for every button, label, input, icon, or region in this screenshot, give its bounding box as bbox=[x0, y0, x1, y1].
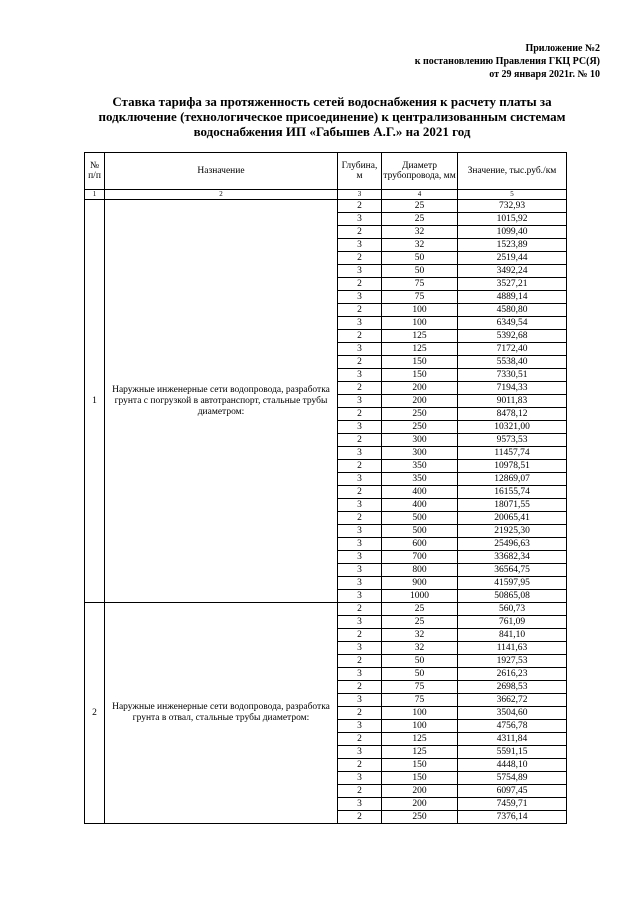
table-row bbox=[85, 603, 567, 616]
depth-cell: 2 bbox=[338, 304, 382, 317]
depth-cell: 3 bbox=[338, 590, 382, 603]
value-cell: 2698,53 bbox=[458, 681, 567, 694]
depth-cell: 3 bbox=[338, 577, 382, 590]
depth-cell: 3 bbox=[338, 239, 382, 252]
value-cell: 36564,75 bbox=[458, 564, 567, 577]
table-body bbox=[85, 200, 567, 824]
diameter-cell: 75 bbox=[382, 681, 458, 694]
depth-cell: 2 bbox=[338, 408, 382, 421]
value-cell: 9573,53 bbox=[458, 434, 567, 447]
diameter-cell: 250 bbox=[382, 811, 458, 824]
depth-cell: 2 bbox=[338, 759, 382, 772]
value-cell: 7459,71 bbox=[458, 798, 567, 811]
diameter-cell: 75 bbox=[382, 291, 458, 304]
diameter-cell: 600 bbox=[382, 538, 458, 551]
depth-cell: 3 bbox=[338, 616, 382, 629]
diameter-cell: 1000 bbox=[382, 590, 458, 603]
diameter-cell: 100 bbox=[382, 304, 458, 317]
diameter-cell: 125 bbox=[382, 330, 458, 343]
diameter-cell: 250 bbox=[382, 408, 458, 421]
column-number: 1 bbox=[85, 190, 105, 200]
depth-cell: 3 bbox=[338, 694, 382, 707]
depth-cell: 3 bbox=[338, 668, 382, 681]
value-cell: 732,93 bbox=[458, 200, 567, 213]
diameter-cell: 800 bbox=[382, 564, 458, 577]
value-cell: 7194,33 bbox=[458, 382, 567, 395]
depth-cell: 2 bbox=[338, 330, 382, 343]
diameter-cell: 32 bbox=[382, 226, 458, 239]
diameter-cell: 125 bbox=[382, 733, 458, 746]
value-cell: 9011,83 bbox=[458, 395, 567, 408]
diameter-cell: 150 bbox=[382, 369, 458, 382]
value-cell: 11457,74 bbox=[458, 447, 567, 460]
value-cell: 5591,15 bbox=[458, 746, 567, 759]
depth-cell: 2 bbox=[338, 681, 382, 694]
header-name: Назначение bbox=[105, 153, 338, 190]
group-description: Наружные инженерные сети водопровода, разработка грунта с погрузкой в автотранспорт, стальные трубы диаметром: bbox=[105, 200, 338, 603]
diameter-cell: 700 bbox=[382, 551, 458, 564]
title-line-2: подключение (технологическое присоединение) к централизованным системам bbox=[98, 109, 566, 124]
depth-cell: 2 bbox=[338, 252, 382, 265]
column-number: 3 bbox=[338, 190, 382, 200]
diameter-cell: 150 bbox=[382, 759, 458, 772]
diameter-cell: 50 bbox=[382, 655, 458, 668]
diameter-cell: 200 bbox=[382, 395, 458, 408]
diameter-cell: 200 bbox=[382, 382, 458, 395]
depth-cell: 3 bbox=[338, 343, 382, 356]
appendix-line-3: от 29 января 2021г. № 10 bbox=[489, 69, 600, 80]
depth-cell: 3 bbox=[338, 551, 382, 564]
depth-cell: 3 bbox=[338, 265, 382, 278]
document-title bbox=[84, 94, 580, 139]
diameter-cell: 100 bbox=[382, 707, 458, 720]
group-description: Наружные инженерные сети водопровода, разработка грунта в отвал, стальные трубы диаметром: bbox=[105, 603, 338, 824]
depth-cell: 3 bbox=[338, 564, 382, 577]
value-cell: 1015,92 bbox=[458, 213, 567, 226]
value-cell: 3662,72 bbox=[458, 694, 567, 707]
value-cell: 4311,84 bbox=[458, 733, 567, 746]
diameter-cell: 200 bbox=[382, 798, 458, 811]
depth-cell: 2 bbox=[338, 356, 382, 369]
depth-cell: 3 bbox=[338, 395, 382, 408]
value-cell: 560,73 bbox=[458, 603, 567, 616]
depth-cell: 3 bbox=[338, 538, 382, 551]
value-cell: 5392,68 bbox=[458, 330, 567, 343]
value-cell: 21925,30 bbox=[458, 525, 567, 538]
value-cell: 4580,80 bbox=[458, 304, 567, 317]
value-cell: 12869,07 bbox=[458, 473, 567, 486]
diameter-cell: 50 bbox=[382, 265, 458, 278]
depth-cell: 3 bbox=[338, 473, 382, 486]
depth-cell: 2 bbox=[338, 512, 382, 525]
appendix-line-1: Приложение №2 bbox=[525, 43, 600, 54]
diameter-cell: 500 bbox=[382, 512, 458, 525]
depth-cell: 2 bbox=[338, 486, 382, 499]
depth-cell: 3 bbox=[338, 525, 382, 538]
diameter-cell: 300 bbox=[382, 447, 458, 460]
depth-cell: 2 bbox=[338, 226, 382, 239]
header-num: № п/п bbox=[85, 153, 105, 190]
column-numbers-row bbox=[85, 190, 567, 200]
value-cell: 7172,40 bbox=[458, 343, 567, 356]
diameter-cell: 32 bbox=[382, 239, 458, 252]
depth-cell: 2 bbox=[338, 382, 382, 395]
depth-cell: 3 bbox=[338, 421, 382, 434]
depth-cell: 3 bbox=[338, 317, 382, 330]
depth-cell: 3 bbox=[338, 642, 382, 655]
diameter-cell: 25 bbox=[382, 616, 458, 629]
diameter-cell: 500 bbox=[382, 525, 458, 538]
group-number: 2 bbox=[85, 603, 105, 824]
depth-cell: 3 bbox=[338, 291, 382, 304]
value-cell: 3527,21 bbox=[458, 278, 567, 291]
diameter-cell: 25 bbox=[382, 200, 458, 213]
column-number: 5 bbox=[458, 190, 567, 200]
diameter-cell: 50 bbox=[382, 668, 458, 681]
value-cell: 20065,41 bbox=[458, 512, 567, 525]
diameter-cell: 100 bbox=[382, 317, 458, 330]
diameter-cell: 25 bbox=[382, 603, 458, 616]
depth-cell: 3 bbox=[338, 499, 382, 512]
depth-cell: 2 bbox=[338, 733, 382, 746]
appendix-header bbox=[415, 42, 600, 81]
depth-cell: 2 bbox=[338, 200, 382, 213]
value-cell: 6097,45 bbox=[458, 785, 567, 798]
tariff-table bbox=[84, 152, 567, 824]
depth-cell: 2 bbox=[338, 460, 382, 473]
depth-cell: 3 bbox=[338, 720, 382, 733]
diameter-cell: 400 bbox=[382, 499, 458, 512]
table-row bbox=[85, 200, 567, 213]
value-cell: 5538,40 bbox=[458, 356, 567, 369]
value-cell: 5754,89 bbox=[458, 772, 567, 785]
diameter-cell: 350 bbox=[382, 460, 458, 473]
diameter-cell: 25 bbox=[382, 213, 458, 226]
table-header-row bbox=[85, 153, 567, 190]
diameter-cell: 900 bbox=[382, 577, 458, 590]
value-cell: 18071,55 bbox=[458, 499, 567, 512]
depth-cell: 2 bbox=[338, 707, 382, 720]
diameter-cell: 75 bbox=[382, 278, 458, 291]
value-cell: 50865,08 bbox=[458, 590, 567, 603]
depth-cell: 2 bbox=[338, 434, 382, 447]
depth-cell: 3 bbox=[338, 772, 382, 785]
diameter-cell: 150 bbox=[382, 356, 458, 369]
diameter-cell: 32 bbox=[382, 642, 458, 655]
value-cell: 1099,40 bbox=[458, 226, 567, 239]
diameter-cell: 150 bbox=[382, 772, 458, 785]
value-cell: 33682,34 bbox=[458, 551, 567, 564]
value-cell: 3492,24 bbox=[458, 265, 567, 278]
title-line-1: Ставка тарифа за протяженность сетей водоснабжения к расчету платы за bbox=[112, 94, 552, 109]
depth-cell: 2 bbox=[338, 785, 382, 798]
value-cell: 2519,44 bbox=[458, 252, 567, 265]
depth-cell: 2 bbox=[338, 278, 382, 291]
diameter-cell: 125 bbox=[382, 746, 458, 759]
depth-cell: 2 bbox=[338, 811, 382, 824]
value-cell: 16155,74 bbox=[458, 486, 567, 499]
depth-cell: 3 bbox=[338, 369, 382, 382]
diameter-cell: 32 bbox=[382, 629, 458, 642]
diameter-cell: 125 bbox=[382, 343, 458, 356]
value-cell: 4756,78 bbox=[458, 720, 567, 733]
depth-cell: 3 bbox=[338, 447, 382, 460]
column-number: 2 bbox=[105, 190, 338, 200]
value-cell: 6349,54 bbox=[458, 317, 567, 330]
diameter-cell: 50 bbox=[382, 252, 458, 265]
depth-cell: 2 bbox=[338, 603, 382, 616]
title-line-3: водоснабжения ИП «Габышев А.Г.» на 2021 год bbox=[193, 124, 471, 139]
diameter-cell: 250 bbox=[382, 421, 458, 434]
value-cell: 25496,63 bbox=[458, 538, 567, 551]
diameter-cell: 400 bbox=[382, 486, 458, 499]
value-cell: 761,09 bbox=[458, 616, 567, 629]
diameter-cell: 200 bbox=[382, 785, 458, 798]
value-cell: 10978,51 bbox=[458, 460, 567, 473]
depth-cell: 3 bbox=[338, 213, 382, 226]
appendix-line-2: к постановлению Правления ГКЦ РС(Я) bbox=[414, 56, 600, 67]
value-cell: 2616,23 bbox=[458, 668, 567, 681]
depth-cell: 3 bbox=[338, 798, 382, 811]
header-diameter: Диаметр трубопровода, мм bbox=[382, 153, 458, 190]
diameter-cell: 350 bbox=[382, 473, 458, 486]
depth-cell: 2 bbox=[338, 629, 382, 642]
value-cell: 10321,00 bbox=[458, 421, 567, 434]
depth-cell: 3 bbox=[338, 746, 382, 759]
header-depth: Глубина, м bbox=[338, 153, 382, 190]
value-cell: 3504,60 bbox=[458, 707, 567, 720]
value-cell: 1927,53 bbox=[458, 655, 567, 668]
group-number: 1 bbox=[85, 200, 105, 603]
diameter-cell: 300 bbox=[382, 434, 458, 447]
column-number: 4 bbox=[382, 190, 458, 200]
value-cell: 41597,95 bbox=[458, 577, 567, 590]
header-value: Значение, тыс.руб./км bbox=[458, 153, 567, 190]
value-cell: 8478,12 bbox=[458, 408, 567, 421]
value-cell: 7376,14 bbox=[458, 811, 567, 824]
value-cell: 1523,89 bbox=[458, 239, 567, 252]
value-cell: 4448,10 bbox=[458, 759, 567, 772]
value-cell: 841,10 bbox=[458, 629, 567, 642]
diameter-cell: 100 bbox=[382, 720, 458, 733]
value-cell: 4889,14 bbox=[458, 291, 567, 304]
depth-cell: 2 bbox=[338, 655, 382, 668]
value-cell: 1141,63 bbox=[458, 642, 567, 655]
value-cell: 7330,51 bbox=[458, 369, 567, 382]
diameter-cell: 75 bbox=[382, 694, 458, 707]
